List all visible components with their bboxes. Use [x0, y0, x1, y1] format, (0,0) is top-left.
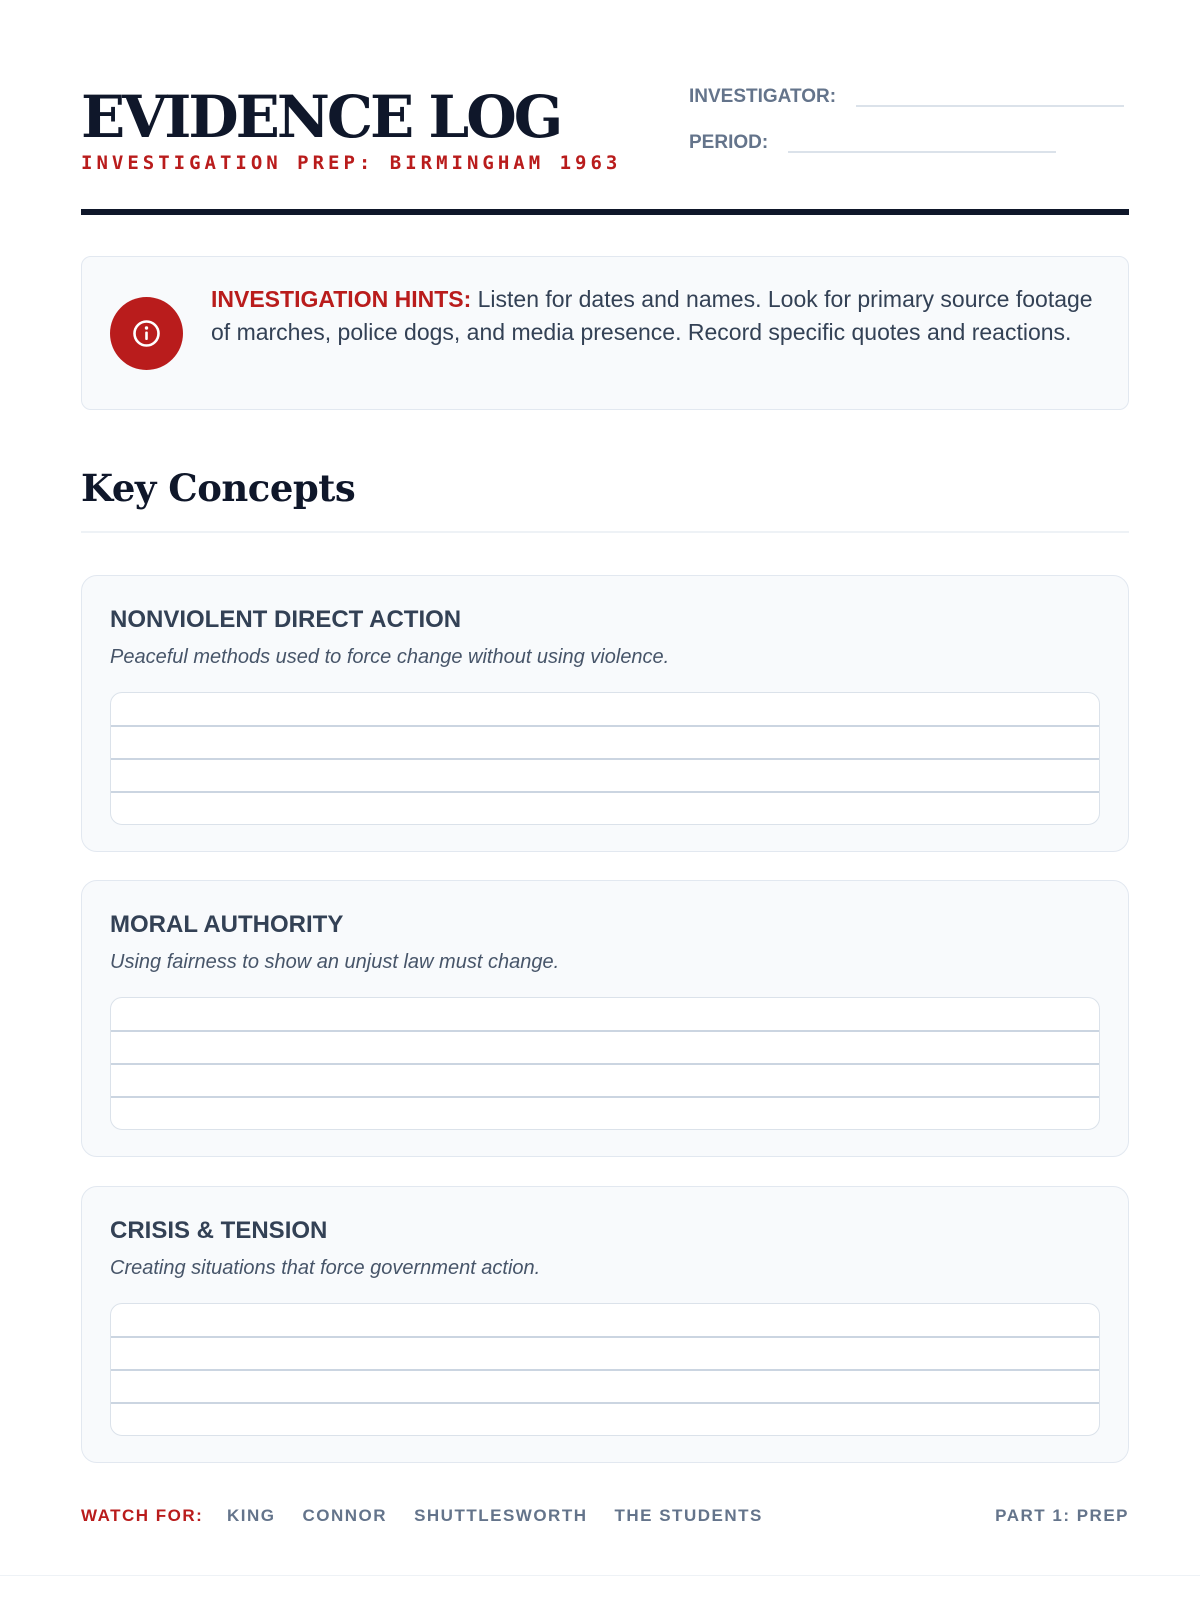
ruled-line: [111, 1402, 1099, 1404]
hints-body: Listen for dates and names. Look for primary source footage of marches, police dogs, and media presence. Record specific quotes and reactions.: [211, 286, 1093, 345]
part-label: PART 1: PREP: [995, 1506, 1129, 1525]
concept-description: Using fairness to show an unjust law must change.: [110, 951, 560, 973]
ruled-line: [111, 1063, 1099, 1065]
section-title-key-concepts: Key Concepts: [81, 466, 356, 510]
ruled-line: [111, 1336, 1099, 1338]
concept-card: [81, 575, 1129, 852]
ruled-line: [111, 758, 1099, 760]
investigator-field: [689, 86, 1124, 108]
investigator-write-line[interactable]: [856, 105, 1124, 107]
watch-for-list: [227, 1506, 790, 1526]
ruled-line: [111, 791, 1099, 793]
worksheet-header: [81, 80, 1129, 212]
notes-area[interactable]: [110, 997, 1100, 1130]
ruled-line: [111, 1096, 1099, 1098]
watch-for-label: WATCH FOR:: [81, 1506, 204, 1525]
header-divider: [81, 209, 1129, 215]
info-icon: [110, 297, 183, 370]
ruled-line: [111, 1030, 1099, 1032]
page-title: EVIDENCE LOG: [81, 83, 561, 151]
ruled-line: [111, 725, 1099, 727]
ruled-line: [111, 1369, 1099, 1371]
concept-title: NONVIOLENT DIRECT ACTION: [110, 606, 462, 633]
concept-title: CRISIS & TENSION: [110, 1217, 328, 1244]
concept-card: [81, 880, 1129, 1157]
notes-area[interactable]: [110, 1303, 1100, 1436]
concept-description: Creating situations that force government action.: [110, 1257, 541, 1279]
hints-text: [211, 283, 1101, 349]
concept-card: [81, 1186, 1129, 1463]
period-field: [689, 132, 1056, 154]
page-subtitle: INVESTIGATION PREP: BIRMINGHAM 1963: [81, 152, 622, 174]
concept-description: Peaceful methods used to force change without using violence.: [110, 646, 670, 668]
watch-item: THE STUDENTS: [614, 1506, 763, 1525]
worksheet-footer: [81, 1506, 1129, 1536]
bottom-divider: [0, 1575, 1200, 1576]
investigator-label: INVESTIGATOR:: [689, 86, 837, 107]
worksheet-page: [81, 0, 1129, 1600]
notes-area[interactable]: [110, 692, 1100, 825]
section-divider: [81, 531, 1129, 533]
hints-box: [81, 256, 1129, 410]
hints-label: INVESTIGATION HINTS:: [211, 286, 472, 312]
period-label: PERIOD:: [689, 132, 769, 153]
watch-item: SHUTTLESWORTH: [414, 1506, 588, 1525]
period-write-line[interactable]: [788, 151, 1056, 153]
concept-title: MORAL AUTHORITY: [110, 911, 344, 938]
watch-item: CONNOR: [302, 1506, 388, 1525]
watch-item: KING: [227, 1506, 276, 1525]
